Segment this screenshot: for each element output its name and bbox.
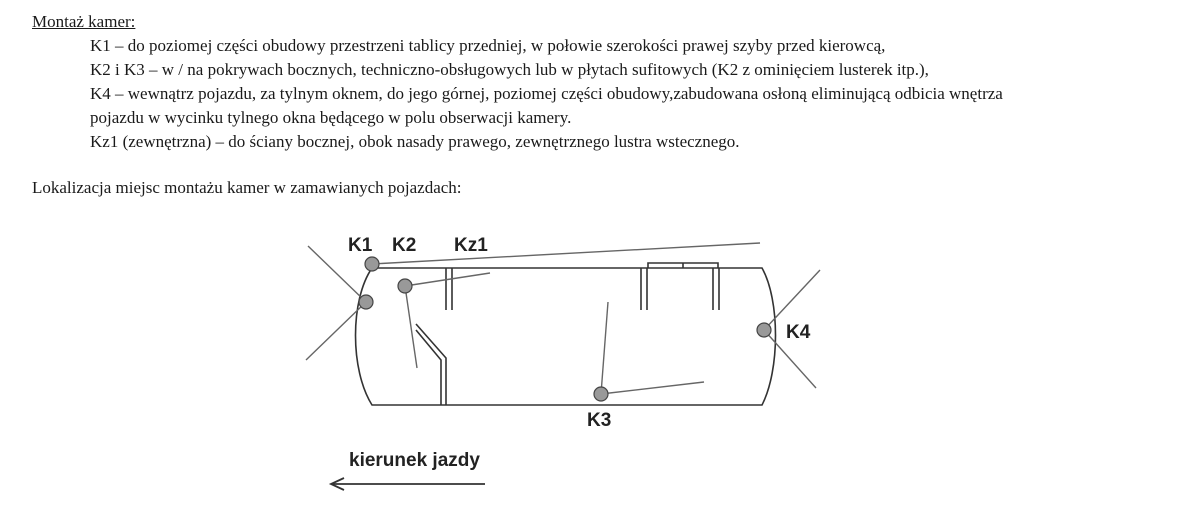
k3-view-line-up [601,302,608,394]
camera-k2-k3-description: K2 i K3 – w / na pokrywach bocznych, techniczno-obsługowych lub w płytach sufitowych (K2 z ominięciem lusterek itp.), [90,60,929,79]
camera-k4-marker [757,323,771,337]
front-camera-view-lower [306,302,366,360]
k3-view-line-right [601,382,704,394]
camera-k2-marker [398,279,412,293]
camera-kz1-description: Kz1 (zewnętrzna) – do ściany bocznej, obok nasady prawego, zewnętrznego lustra wstecznego. [90,132,740,151]
door-frame-left [641,268,647,310]
camera-k1-description: K1 – do poziomej części obudowy przestrzeni tablicy przedniej, w połowie szerokości prawej szyby przed kierowcą, [90,36,886,55]
label-k2: K2 [392,235,417,256]
cab-door [416,324,446,405]
camera-k3-marker [594,387,608,401]
driver-partition [446,268,452,310]
camera-k1-marker [365,257,379,271]
camera-front-marker [359,295,373,309]
label-k1: K1 [348,235,373,256]
direction-label: kierunek jazdy [349,450,480,471]
label-k4: K4 [786,322,811,343]
door-frame-right [713,268,719,310]
label-kz1: Kz1 [454,235,488,256]
label-k3: K3 [587,410,612,431]
k2-view-line-down [405,286,417,368]
camera-k4-description: K4 – wewnątrz pojazdu, za tylnym oknem, do jego górnej, poziomej części obudowy,zabudowana osłoną eliminującą odbicia wnętrza [90,84,1003,103]
k2-view-line-right [405,273,490,286]
k1-view-line [372,243,760,264]
camera-k4-description-continued: pojazdu w wycinku tylnego okna będącego w polu obserwacji kamery. [90,108,572,127]
section-heading: Montaż kamer: [32,12,136,31]
location-caption: Lokalizacja miejsc montażu kamer w zamawianych pojazdach: [32,178,462,197]
